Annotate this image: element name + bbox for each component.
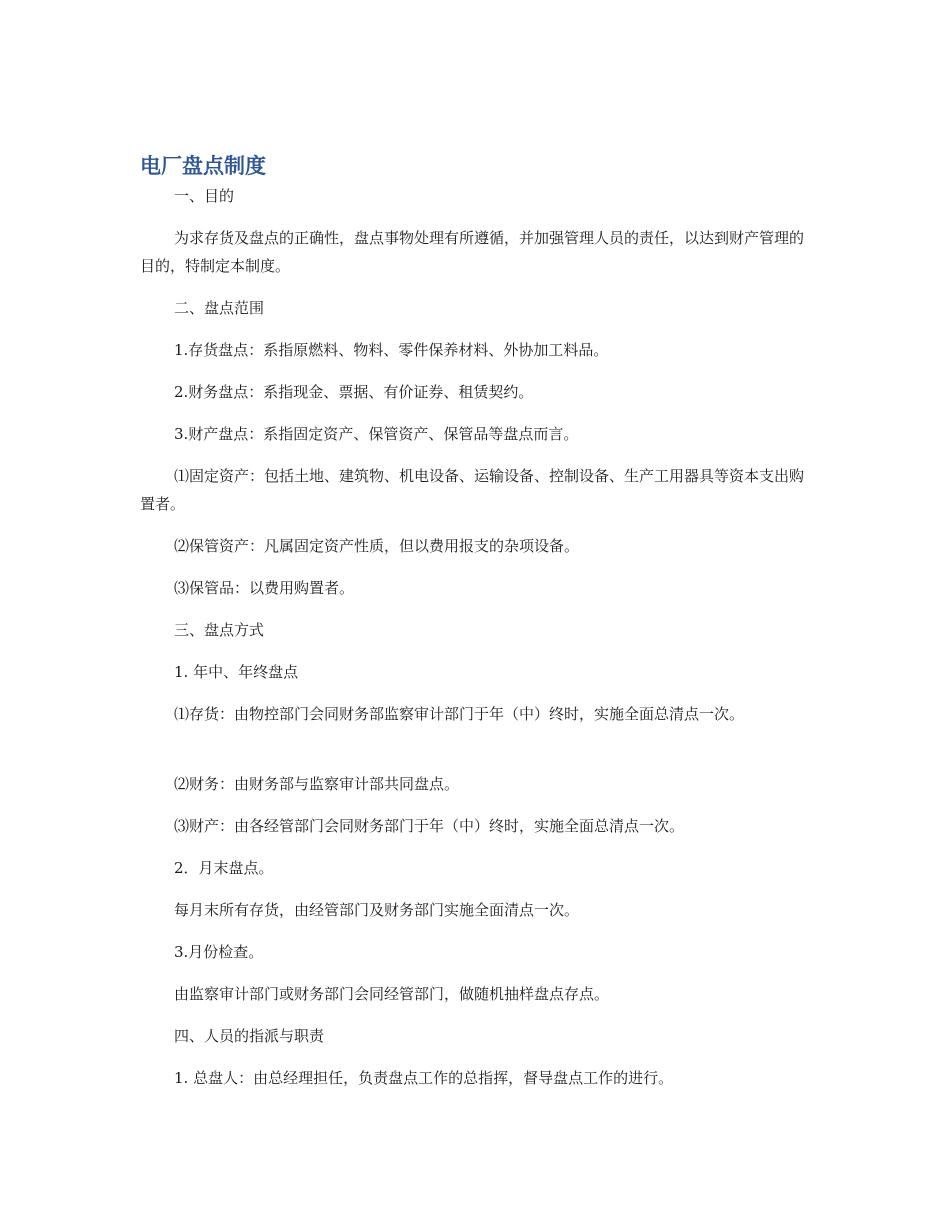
list-item-property: 3.财产盘点：系指固定资产、保管资产、保管品等盘点而言。	[174, 425, 579, 443]
section-heading-scope: 二、盘点范围	[174, 299, 265, 317]
sub-item-fixed-assets: ⑴固定资产：包括土地、建筑物、机电设备、运输设备、控制设备、生产工用器具等资本支出购置者。	[140, 467, 805, 513]
section-heading-method: 三、盘点方式	[174, 621, 265, 639]
sub-item-custody-goods: ⑶保管品：以费用购置者。	[174, 579, 355, 597]
list-item-midyear-yearend: 1. 年中、年终盘点	[174, 663, 299, 681]
list-item-month-end: 2．月末盘点。	[174, 859, 274, 877]
paragraph-monthly-check: 由监察审计部门或财务部门会同经管部门，做随机抽样盘点存点。	[174, 985, 610, 1003]
section-heading-purpose: 一、目的	[174, 187, 235, 205]
section-heading-personnel: 四、人员的指派与职责	[174, 1027, 325, 1045]
paragraph-month-end: 每月末所有存货，由经管部门及财务部门实施全面清点一次。	[174, 901, 580, 919]
sub-item-custody-assets: ⑵保管资产：凡属固定资产性质，但以费用报支的杂项设备。	[174, 537, 580, 555]
paragraph-purpose: 为求存货及盘点的正确性，盘点事物处理有所遵循，并加强管理人员的责任，以达到财产管理的目的，特制定本制度。	[140, 229, 805, 275]
list-item-inventory: 1.存货盘点：系指原燃料、物料、零件保养材料、外协加工料品。	[174, 341, 609, 359]
list-item-finance: 2.财务盘点：系指现金、票据、有价证券、租赁契约。	[174, 383, 534, 401]
sub-item-finance-count: ⑵财务：由财务部与监察审计部共同盘点。	[174, 775, 460, 793]
sub-item-inventory-count: ⑴存货：由物控部门会同财务部监察审计部门于年（中）终时，实施全面总清点一次。	[174, 705, 745, 723]
document-title: 电厂盘点制度	[140, 154, 266, 178]
list-item-monthly-check: 3.月份检查。	[174, 943, 264, 961]
list-item-chief-counter: 1. 总盘人：由总经理担任，负责盘点工作的总指挥，督导盘点工作的进行。	[174, 1069, 674, 1087]
sub-item-property-count: ⑶财产：由各经管部门会同财务部门于年（中）终时，实施全面总清点一次。	[174, 817, 685, 835]
